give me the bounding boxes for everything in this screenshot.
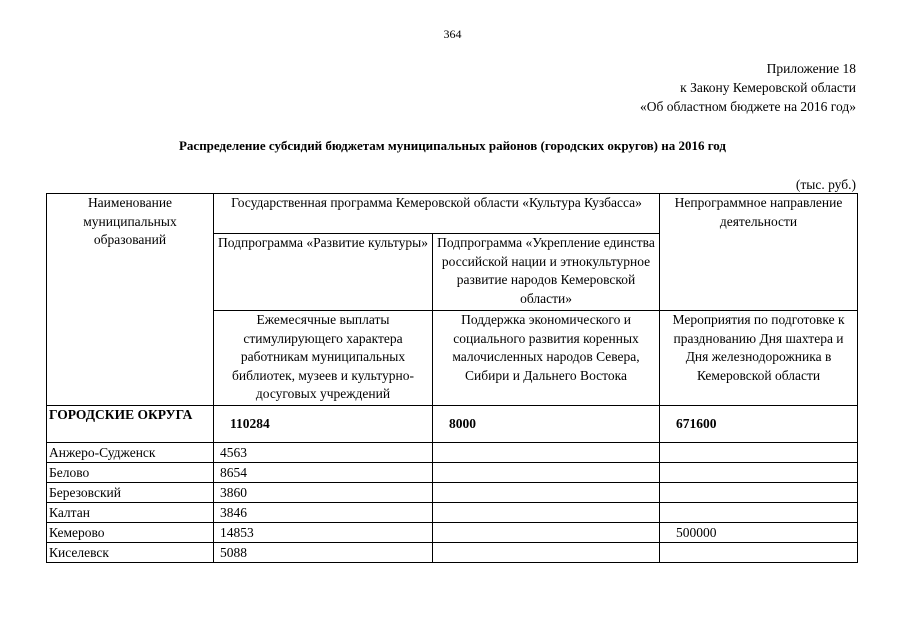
table-row bbox=[47, 463, 858, 483]
total-row bbox=[47, 406, 858, 443]
appendix-line-2: к Закону Кемеровской области bbox=[680, 80, 856, 95]
row-value-2 bbox=[433, 523, 660, 543]
row-value-3 bbox=[660, 463, 858, 483]
row-value-3 bbox=[660, 543, 858, 563]
header-municipality: Наименование муниципальных образований bbox=[47, 194, 214, 406]
row-value-2 bbox=[433, 463, 660, 483]
header-event-2: Поддержка экономического и социального развития коренных малочисленных народов Севера, Сибири и Дальнего Востока bbox=[433, 311, 660, 406]
table-row bbox=[47, 443, 858, 463]
total-value-1: 110284 bbox=[214, 406, 433, 443]
appendix-line-3: «Об областном бюджете на 2016 год» bbox=[640, 99, 856, 114]
header-subprogram-1: Подпрограмма «Развитие культуры» bbox=[214, 234, 433, 311]
row-name: Березовский bbox=[47, 483, 214, 503]
row-name: Белово bbox=[47, 463, 214, 483]
row-value-2 bbox=[433, 543, 660, 563]
table-row bbox=[47, 503, 858, 523]
page-number: 364 bbox=[443, 27, 462, 41]
table-row bbox=[47, 523, 858, 543]
row-value-3: 500000 bbox=[660, 523, 858, 543]
appendix-note bbox=[640, 59, 856, 116]
units-label: (тыс. руб.) bbox=[795, 177, 856, 192]
table-row bbox=[47, 483, 858, 503]
row-name: Калтан bbox=[47, 503, 214, 523]
row-value-1: 3846 bbox=[214, 503, 433, 523]
header-event-3: Мероприятия по подготовке к празднованию Дня шахтера и Дня железнодорожника в Кемеровской области bbox=[660, 311, 858, 406]
document-title: Распределение субсидий бюджетам муниципальных районов (городских округов) на 2016 год bbox=[178, 138, 727, 153]
row-name: Анжеро-Судженск bbox=[47, 443, 214, 463]
row-value-2 bbox=[433, 443, 660, 463]
row-value-3 bbox=[660, 503, 858, 523]
row-value-1: 3860 bbox=[214, 483, 433, 503]
header-program: Государственная программа Кемеровской области «Культура Кузбасса» bbox=[214, 194, 660, 234]
table-row bbox=[47, 543, 858, 563]
row-value-1: 14853 bbox=[214, 523, 433, 543]
row-value-1: 4563 bbox=[214, 443, 433, 463]
row-value-1: 5088 bbox=[214, 543, 433, 563]
row-value-3 bbox=[660, 443, 858, 463]
row-value-1: 8654 bbox=[214, 463, 433, 483]
row-name: Киселевск bbox=[47, 543, 214, 563]
header-subprogram-2: Подпрограмма «Укрепление единства российской нации и этнокультурное развитие народов Кемеровской области» bbox=[433, 234, 660, 311]
row-value-2 bbox=[433, 503, 660, 523]
total-label: ГОРОДСКИЕ ОКРУГА bbox=[47, 406, 214, 443]
subsidy-table bbox=[46, 193, 858, 563]
row-value-2 bbox=[433, 483, 660, 503]
header-event-1: Ежемесячные выплаты стимулирующего характера работникам муниципальных библиотек, музеев и культурно-досуговых учреждений bbox=[214, 311, 433, 406]
total-value-2: 8000 bbox=[433, 406, 660, 443]
appendix-line-1: Приложение 18 bbox=[766, 61, 856, 76]
header-nonprogram: Непрограммное направление деятельности bbox=[660, 194, 858, 311]
total-value-3: 671600 bbox=[660, 406, 858, 443]
row-name: Кемерово bbox=[47, 523, 214, 543]
row-value-3 bbox=[660, 483, 858, 503]
